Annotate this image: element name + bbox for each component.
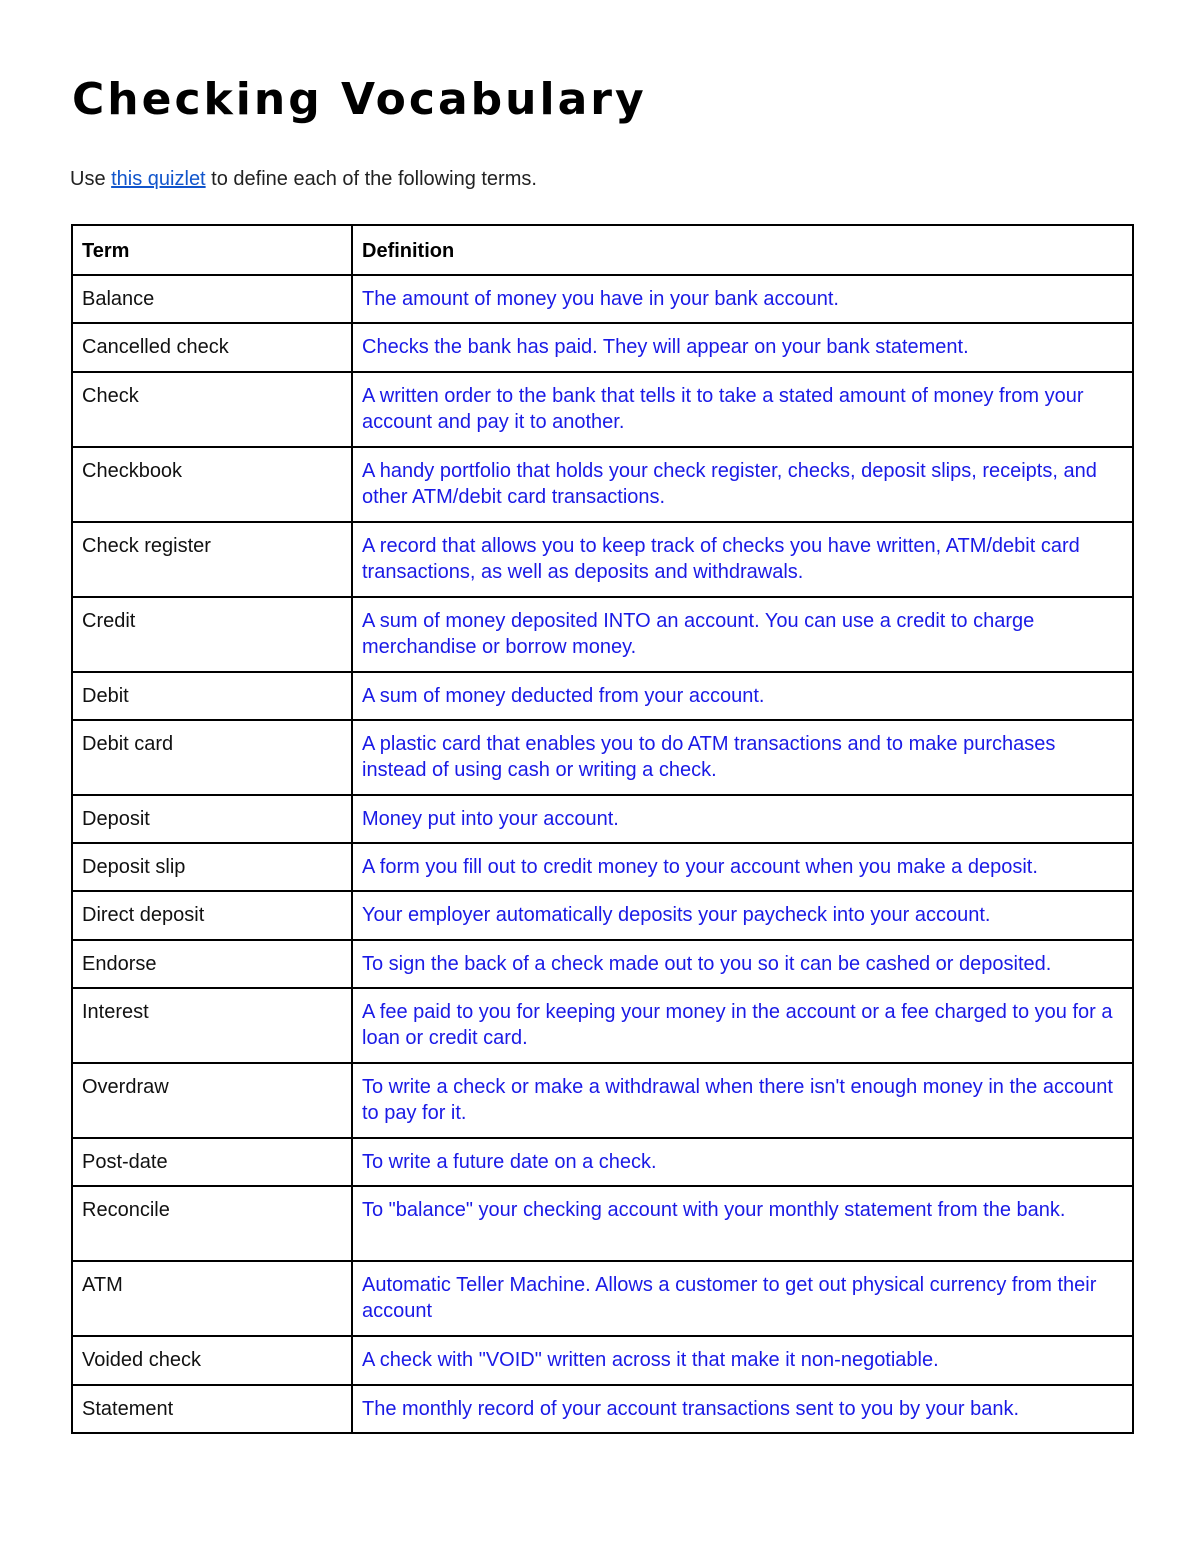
term-cell: Voided check — [72, 1336, 352, 1384]
definition-cell: The monthly record of your account transactions sent to you by your bank. — [352, 1385, 1133, 1433]
header-definition: Definition — [352, 225, 1133, 275]
term-cell: Statement — [72, 1385, 352, 1433]
term-cell: Check register — [72, 522, 352, 597]
term-cell: Check — [72, 372, 352, 447]
definition-cell: The amount of money you have in your bank account. — [352, 275, 1133, 323]
term-cell: Credit — [72, 597, 352, 672]
table-row — [72, 843, 1133, 891]
table-row — [72, 323, 1133, 371]
vocabulary-table — [71, 224, 1134, 1434]
intro-text-after: to define each of the following terms. — [205, 168, 537, 190]
definition-cell: Money put into your account. — [352, 795, 1133, 843]
definition-cell: A record that allows you to keep track of checks you have written, ATM/debit card transactions, as well as deposits and withdrawals. — [352, 522, 1133, 597]
definition-cell: Your employer automatically deposits your paycheck into your account. — [352, 891, 1133, 939]
table-row — [72, 275, 1133, 323]
term-cell: Deposit — [72, 795, 352, 843]
table-row — [72, 1063, 1133, 1138]
term-cell: Cancelled check — [72, 323, 352, 371]
definition-cell: To "balance" your checking account with your monthly statement from the bank. — [352, 1186, 1133, 1261]
table-row — [72, 1138, 1133, 1186]
definition-cell: A form you fill out to credit money to your account when you make a deposit. — [352, 843, 1133, 891]
term-cell: Balance — [72, 275, 352, 323]
table-row — [72, 672, 1133, 720]
term-cell: Debit — [72, 672, 352, 720]
table-body — [72, 275, 1133, 1433]
definition-cell: A written order to the bank that tells it to take a stated amount of money from your account and pay it to another. — [352, 372, 1133, 447]
table-row — [72, 988, 1133, 1063]
table-row — [72, 447, 1133, 522]
table-row — [72, 372, 1133, 447]
definition-cell: A sum of money deposited INTO an account. You can use a credit to charge merchandise or borrow money. — [352, 597, 1133, 672]
term-cell: Overdraw — [72, 1063, 352, 1138]
definition-cell: A check with "VOID" written across it that make it non-negotiable. — [352, 1336, 1133, 1384]
definition-cell: A fee paid to you for keeping your money in the account or a fee charged to you for a loan or credit card. — [352, 988, 1133, 1063]
term-cell: Post-date — [72, 1138, 352, 1186]
term-cell: ATM — [72, 1261, 352, 1336]
term-cell: Direct deposit — [72, 891, 352, 939]
table-row — [72, 795, 1133, 843]
quizlet-link[interactable]: this quizlet — [111, 168, 206, 190]
table-row — [72, 1336, 1133, 1384]
definition-cell: To write a check or make a withdrawal when there isn't enough money in the account to pay for it. — [352, 1063, 1133, 1138]
table-row — [72, 1261, 1133, 1336]
term-cell: Reconcile — [72, 1186, 352, 1261]
table-row — [72, 940, 1133, 988]
term-cell: Debit card — [72, 720, 352, 795]
intro-text — [70, 166, 537, 192]
table-row — [72, 720, 1133, 795]
definition-cell: A handy portfolio that holds your check register, checks, deposit slips, receipts, and other ATM/debit card transactions. — [352, 447, 1133, 522]
definition-cell: A sum of money deducted from your account. — [352, 672, 1133, 720]
table-row — [72, 522, 1133, 597]
term-cell: Endorse — [72, 940, 352, 988]
page-title: Checking Vocabulary — [72, 74, 647, 125]
header-term: Term — [72, 225, 352, 275]
definition-cell: To write a future date on a check. — [352, 1138, 1133, 1186]
table-row — [72, 1186, 1133, 1261]
definition-cell: To sign the back of a check made out to you so it can be cashed or deposited. — [352, 940, 1133, 988]
table-row — [72, 891, 1133, 939]
term-cell: Deposit slip — [72, 843, 352, 891]
definition-cell: Automatic Teller Machine. Allows a customer to get out physical currency from their account — [352, 1261, 1133, 1336]
term-cell: Checkbook — [72, 447, 352, 522]
table-header-row — [72, 225, 1133, 275]
table-row — [72, 597, 1133, 672]
intro-text-before: Use — [70, 168, 112, 190]
table-row — [72, 1385, 1133, 1433]
term-cell: Interest — [72, 988, 352, 1063]
definition-cell: A plastic card that enables you to do ATM transactions and to make purchases instead of using cash or writing a check. — [352, 720, 1133, 795]
definition-cell: Checks the bank has paid. They will appear on your bank statement. — [352, 323, 1133, 371]
